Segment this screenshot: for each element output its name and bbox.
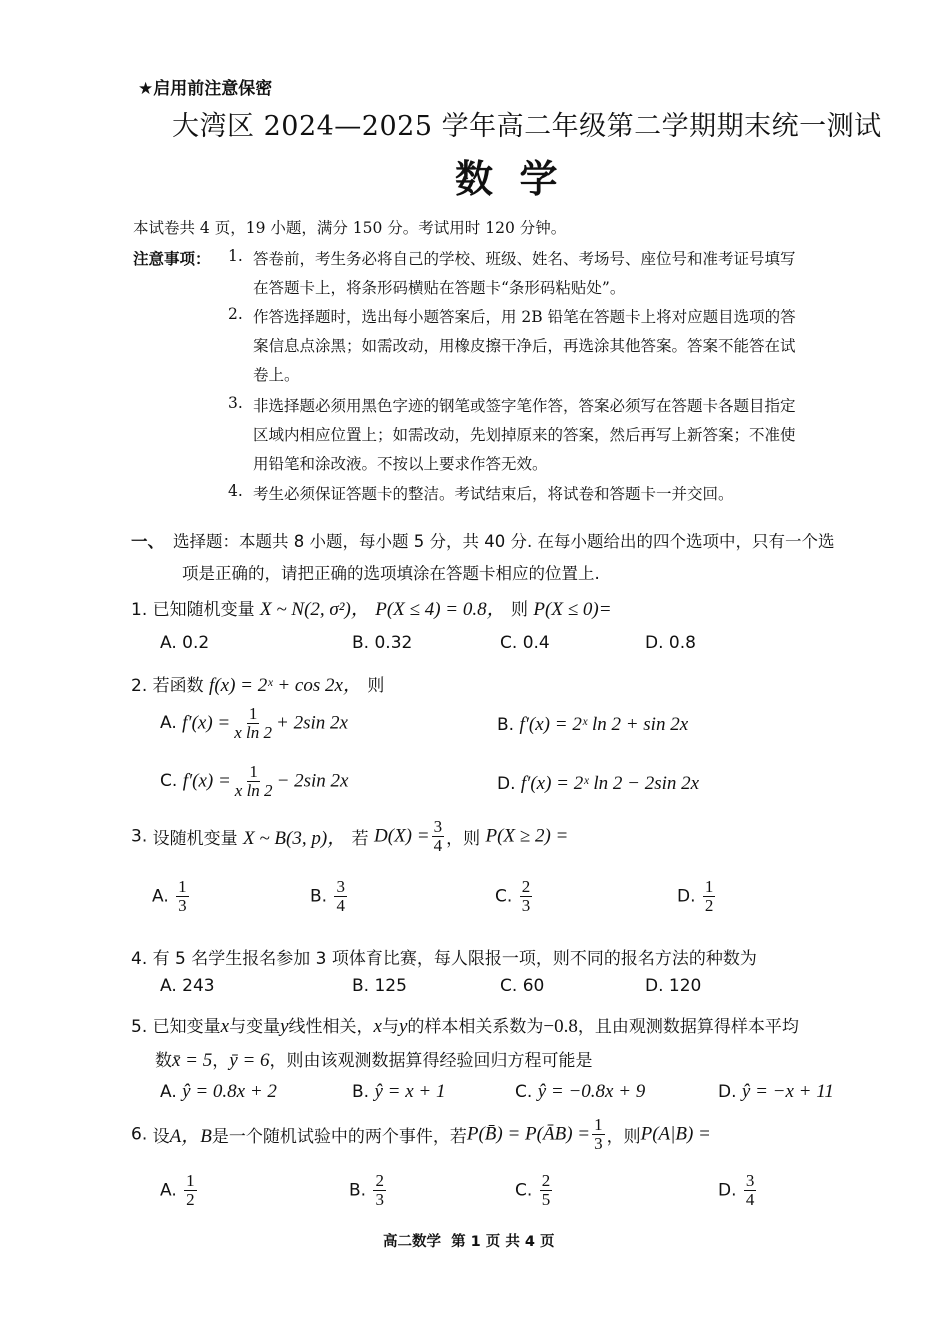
option-text: 125 bbox=[374, 976, 407, 996]
section-heading-line-2: 项是正确的，请把正确的选项填涂在答题卡相应的位置上. bbox=[182, 564, 600, 583]
notice-item-1-no: 1. bbox=[228, 247, 243, 265]
numerator: 2 bbox=[521, 877, 531, 896]
option-label: D. bbox=[497, 774, 516, 794]
question-text: 已知变量 bbox=[152, 1017, 221, 1037]
correlation-value: −0.8 bbox=[543, 1016, 578, 1037]
option-label: C. bbox=[515, 1082, 533, 1102]
option-label: B. bbox=[310, 886, 328, 907]
option-b[interactable] bbox=[349, 1172, 388, 1209]
question-text: 与 bbox=[381, 1017, 399, 1037]
fraction bbox=[432, 818, 445, 855]
question-text: 若函数 bbox=[152, 676, 204, 696]
option-b[interactable] bbox=[352, 1081, 446, 1103]
option-label: D. bbox=[718, 1082, 737, 1102]
notice-item-1-line-1: 答卷前，考生务必将自己的学校、班级、姓名、考场号、座位号和准考证号填写 bbox=[253, 250, 796, 268]
fraction bbox=[592, 1116, 605, 1153]
question-text: 是一个随机试验中的两个事件，若 bbox=[211, 1126, 467, 1147]
option-label: B. bbox=[349, 1180, 367, 1201]
question-text: 设 bbox=[152, 1126, 170, 1147]
option-label: A. bbox=[160, 1082, 177, 1102]
derivative-lhs: f′(x) = bbox=[182, 770, 231, 792]
option-label: D. bbox=[645, 633, 664, 653]
denominator: 3 bbox=[594, 1133, 603, 1153]
page-footer: 高二数学 第 1 页 共 4 页 bbox=[383, 1234, 555, 1250]
question-text: 数 bbox=[155, 1051, 172, 1071]
option-label: C. bbox=[500, 976, 518, 996]
numerator: 1 bbox=[186, 1171, 195, 1190]
fraction bbox=[373, 1172, 386, 1209]
distribution-expr: X ~ N(2, σ²)， bbox=[260, 599, 370, 620]
option-text: 60 bbox=[522, 976, 545, 996]
option-label: D. bbox=[645, 976, 664, 996]
option-d[interactable] bbox=[497, 773, 699, 795]
question-text: 则 bbox=[367, 676, 385, 696]
derivative-rest: − 2sin 2x bbox=[276, 770, 349, 792]
fraction bbox=[540, 1172, 553, 1209]
question-text: 设随机变量 bbox=[152, 828, 238, 849]
question-4-stem bbox=[131, 944, 757, 969]
section-heading-line-1: 选择题：本题共 8 小题，每小题 5 分，共 40 分. 在每小题给出的四个选项中，只有一个选 bbox=[173, 532, 835, 551]
probability-expr: P(B̄) = P(ĀB) = bbox=[466, 1123, 591, 1145]
question-number: 3. bbox=[131, 826, 148, 847]
option-b[interactable] bbox=[310, 878, 349, 915]
denominator: 3 bbox=[178, 895, 187, 915]
notice-item-2-line-2: 案信息点涂黑；如需改动，用橡皮擦干净后，再选涂其他答案。答案不能答在试 bbox=[253, 337, 796, 355]
numerator: 3 bbox=[433, 817, 443, 836]
derivative-lhs: f′(x) = bbox=[182, 712, 231, 734]
question-text: ，则 bbox=[446, 828, 481, 849]
option-label: D. bbox=[677, 886, 696, 907]
option-label: A. bbox=[160, 976, 177, 996]
confidential-label: ★启用前注意保密 bbox=[138, 79, 273, 99]
numerator: 3 bbox=[336, 877, 345, 896]
denominator: 4 bbox=[745, 1189, 755, 1209]
question-text: 有 5 名学生报名参加 3 项体育比赛，每人限报一项，则不同的报名方法的种数为 bbox=[152, 949, 757, 969]
option-label: B. bbox=[352, 1082, 370, 1102]
denominator: 5 bbox=[541, 1189, 551, 1209]
option-text: 0.2 bbox=[182, 633, 210, 653]
y-mean-expr: ȳ = 6 bbox=[229, 1050, 270, 1071]
fraction bbox=[184, 1172, 197, 1209]
x-mean-expr: x̄ = 5 bbox=[172, 1050, 213, 1071]
exam-title: 大湾区 2024—2025 学年高二年级第二学期期末统一测试 bbox=[172, 111, 882, 142]
option-label: C. bbox=[160, 770, 178, 791]
option-label: C. bbox=[500, 633, 518, 653]
notice-item-4-line-1: 考生必须保证答题卡的整洁。考试结束后，将试卷和答题卡一并交回。 bbox=[253, 485, 734, 503]
numerator: 1 bbox=[248, 704, 258, 723]
option-label: A. bbox=[160, 712, 177, 733]
option-text: 120 bbox=[668, 976, 702, 996]
notice-item-4-no: 4. bbox=[228, 482, 243, 500]
asked-expr: P(X ≤ 0)= bbox=[533, 599, 612, 620]
numerator: 1 bbox=[249, 762, 258, 781]
option-text: ŷ = 0.8x + 2 bbox=[182, 1081, 277, 1102]
question-2-stem bbox=[131, 670, 384, 697]
question-5-line-2 bbox=[155, 1046, 593, 1072]
option-label: A. bbox=[160, 633, 177, 653]
option-text: 0.8 bbox=[668, 633, 696, 653]
numerator: 1 bbox=[704, 877, 714, 896]
option-a[interactable] bbox=[160, 976, 215, 996]
numerator: 3 bbox=[745, 1171, 755, 1190]
question-number: 1. bbox=[131, 600, 148, 620]
option-label: C. bbox=[515, 1180, 533, 1201]
option-a[interactable] bbox=[160, 1172, 199, 1209]
option-c[interactable] bbox=[515, 1172, 554, 1209]
option-c[interactable] bbox=[500, 633, 550, 653]
fraction bbox=[233, 763, 275, 800]
option-b[interactable] bbox=[352, 633, 412, 653]
question-text: ，则由该观测数据算得经验回归方程可能是 bbox=[269, 1051, 593, 1071]
question-text: 与变量 bbox=[229, 1017, 281, 1037]
denominator: 4 bbox=[336, 895, 345, 915]
distribution-expr: X ~ B(3, p)， bbox=[243, 827, 347, 849]
option-text: ŷ = x + 1 bbox=[374, 1081, 446, 1102]
option-text: ŷ = −x + 11 bbox=[741, 1081, 834, 1102]
variable-y: y bbox=[398, 1016, 408, 1037]
question-number: 4. bbox=[131, 949, 148, 969]
option-label: B. bbox=[352, 633, 370, 653]
question-text: 线性相关， bbox=[288, 1017, 374, 1037]
denominator: x ln 2 bbox=[234, 780, 273, 800]
question-text: 的样本相关系数为 bbox=[407, 1017, 544, 1037]
notice-item-2-line-1: 作答选择题时，选出每小题答案后，用 2B 铅笔在答题卡上将对应题目选项的答 bbox=[253, 308, 796, 326]
variable-x: x bbox=[220, 1016, 230, 1037]
option-d[interactable] bbox=[645, 633, 696, 653]
question-text: 则 bbox=[511, 600, 529, 620]
option-a[interactable] bbox=[160, 633, 209, 653]
option-text: f′(x) = 2ˣ ln 2 + sin 2x bbox=[519, 714, 689, 735]
asked-expr: P(X ≥ 2) = bbox=[485, 825, 569, 847]
question-6-stem bbox=[131, 1116, 711, 1153]
option-a[interactable] bbox=[160, 1081, 277, 1103]
question-text: 已知随机变量 bbox=[152, 600, 255, 620]
fraction bbox=[520, 878, 533, 915]
option-d[interactable] bbox=[677, 878, 717, 915]
option-label: A. bbox=[152, 886, 169, 907]
option-text: 243 bbox=[182, 976, 215, 996]
option-text: ŷ = −0.8x + 9 bbox=[537, 1081, 646, 1102]
option-text: 0.4 bbox=[522, 633, 550, 653]
asked-expr: P(A|B) = bbox=[640, 1123, 711, 1145]
section-number: 一、 bbox=[131, 532, 164, 551]
exam-summary: 本试卷共 4 页，19 小题，满分 150 分。考试用时 120 分钟。 bbox=[133, 219, 567, 237]
option-text: f′(x) = 2ˣ ln 2 − 2sin 2x bbox=[520, 773, 700, 794]
option-label: B. bbox=[352, 976, 370, 996]
denominator: 3 bbox=[375, 1189, 384, 1209]
option-c[interactable] bbox=[500, 976, 544, 996]
fraction bbox=[232, 705, 274, 742]
denominator: 4 bbox=[433, 835, 443, 855]
denominator: 2 bbox=[704, 895, 714, 915]
option-d[interactable] bbox=[645, 976, 701, 996]
question-5-line-1 bbox=[131, 1012, 799, 1038]
question-text: ，则 bbox=[606, 1126, 641, 1147]
option-label: D. bbox=[718, 1180, 737, 1201]
option-c[interactable] bbox=[515, 1081, 645, 1103]
derivative-rest: + 2sin 2x bbox=[276, 712, 348, 734]
fraction bbox=[703, 878, 716, 915]
notice-item-1-line-2: 在答题卡上，将条形码横贴在答题卡“条形码粘贴处”。 bbox=[253, 279, 626, 297]
notice-item-3-line-3: 用铅笔和涂改液。不按以上要求作答无效。 bbox=[253, 455, 548, 473]
condition-expr: P(X ≤ 4) = 0.8， bbox=[375, 599, 506, 620]
events-expr: A，B bbox=[169, 1125, 212, 1147]
denominator: 3 bbox=[521, 895, 531, 915]
option-b[interactable] bbox=[352, 976, 407, 996]
option-c[interactable] bbox=[160, 763, 349, 800]
fraction bbox=[176, 878, 189, 915]
question-1-stem bbox=[131, 594, 612, 621]
option-label: A. bbox=[160, 1180, 177, 1201]
option-d[interactable] bbox=[718, 1172, 758, 1209]
option-a[interactable] bbox=[160, 705, 348, 742]
question-number: 2. bbox=[131, 676, 148, 696]
question-3-stem bbox=[131, 818, 568, 855]
variance-expr: D(X) = bbox=[374, 825, 430, 847]
fraction bbox=[744, 1172, 757, 1209]
option-d[interactable] bbox=[718, 1081, 834, 1103]
fraction bbox=[334, 878, 347, 915]
variable-y: y bbox=[280, 1016, 289, 1037]
question-text: ， bbox=[212, 1051, 230, 1071]
question-text: 若 bbox=[351, 828, 369, 849]
option-label: B. bbox=[497, 715, 515, 735]
numerator: 1 bbox=[178, 877, 187, 896]
numerator: 2 bbox=[541, 1171, 551, 1190]
subject-title: 数 学 bbox=[455, 157, 558, 201]
notice-item-3-no: 3. bbox=[228, 394, 243, 412]
option-label: C. bbox=[495, 886, 513, 907]
option-b[interactable] bbox=[497, 714, 688, 736]
numerator: 1 bbox=[594, 1115, 603, 1134]
notice-item-3-line-2: 区域内相应位置上；如需改动，先划掉原来的答案，然后再写上新答案；不准使 bbox=[253, 426, 796, 444]
question-text: ，且由观测数据算得样本平均 bbox=[577, 1017, 799, 1037]
denominator: 2 bbox=[186, 1189, 195, 1209]
option-a[interactable] bbox=[152, 878, 191, 915]
numerator: 2 bbox=[375, 1171, 384, 1190]
notice-label: 注意事项： bbox=[133, 249, 211, 268]
question-number: 5. bbox=[131, 1017, 148, 1037]
variable-x: x bbox=[373, 1016, 382, 1037]
option-c[interactable] bbox=[495, 878, 534, 915]
denominator: x ln 2 bbox=[234, 722, 273, 742]
notice-item-2-line-3: 卷上。 bbox=[253, 366, 300, 384]
option-text: 0.32 bbox=[374, 633, 413, 653]
question-number: 6. bbox=[131, 1124, 148, 1145]
function-expr: f(x) = 2ˣ + cos 2x， bbox=[209, 675, 362, 696]
notice-item-3-line-1: 非选择题必须用黑色字迹的钢笔或签字笔作答，答案必须写在答题卡各题目指定 bbox=[253, 397, 796, 415]
notice-item-2-no: 2. bbox=[228, 305, 243, 323]
